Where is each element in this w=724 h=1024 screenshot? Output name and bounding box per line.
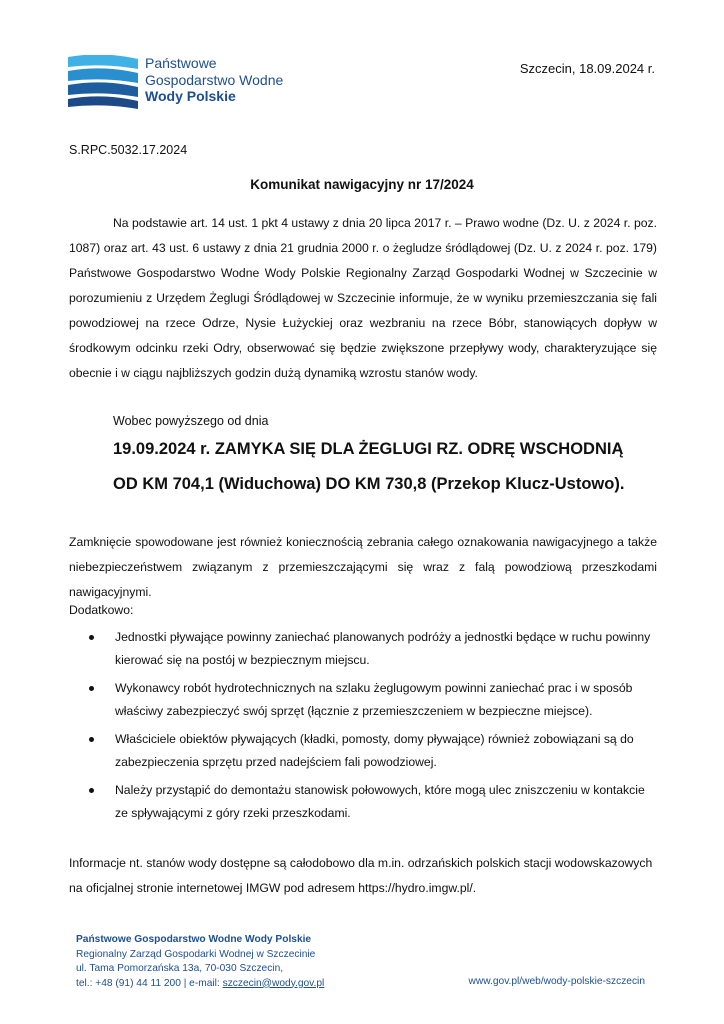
footer-website-link[interactable]: www.gov.pl/web/wody-polskie-szczecin [468,976,645,987]
footer-unit: Regionalny Zarząd Gospodarki Wodnej w Szczecinie [76,948,316,960]
logo-text [145,55,283,105]
footer-phone-line [76,977,324,992]
list-item-text: Właściciele obiektów pływających (kładki, pomosty, domy pływające) również zobowiązani są do zabezpieczenia sprzętu przed nadejściem fali powodziowej. [115,732,634,769]
list-item [69,677,657,723]
announcement-line-1: 19.09.2024 r. ZAMYKA SIĘ DLA ŻEGLUGI RZ. ODRĘ WSCHODNIĄ [113,440,624,458]
bullet-icon [89,737,94,742]
bullet-icon [89,635,94,640]
logo-line-3: Wody Polskie [145,88,236,104]
list-item [69,779,657,825]
list-item-text: Jednostki pływające powinny zaniechać planowanych podróży a jednostki będące w ruchu powinny kierować się na postój w bezpiecznym miejscu. [115,630,651,667]
logo-line-2: Gospodarstwo Wodne [145,71,284,88]
footer-email-link[interactable]: szczecin@wody.gov.pl [222,977,325,989]
announcement-line-2: OD KM 704,1 (Widuchowa) DO KM 730,8 (Przekop Klucz-Ustowo). [113,475,625,493]
document-date: Szczecin, 18.09.2024 r. [519,61,655,76]
document-title: Komunikat nawigacyjny nr 17/2024 [250,177,474,192]
list-item-text: Wykonawcy robót hydrotechnicznych na szlaku żeglugowym powinni zaniechać prac i w sposób właściwy zabezpieczyć swój sprzęt (łącznie z przemieszczeniem w bezpieczne miejsce). [115,681,633,718]
info-paragraph: Informacje nt. stanów wody dostępne są całodobowo dla m.in. odrzańskich polskich stacji wodowskazowych na oficjalnej stronie internetowej IMGW pod adresem https://hydro.imgw.pl/. [69,856,653,895]
announcement-lead: Wobec powyższego od dnia [113,414,269,428]
reference-number: S.RPC.5032.17.2024 [69,143,188,157]
bullet-icon [89,788,94,793]
list-item [69,626,657,672]
footer-contact [76,933,324,991]
intro-paragraph [69,211,657,386]
footer-phone: tel.: +48 (91) 44 11 200 | e-mail: [76,977,223,989]
additionally-label: Dodatkowo: [69,603,134,617]
wody-polskie-logo [68,55,288,115]
footer-address: ul. Tama Pomorzańska 13a, 70-030 Szczecin, [76,963,284,974]
list-item [69,728,657,774]
intro-text: Na podstawie art. 14 ust. 1 pkt 4 ustawy z dnia 20 lipca 2017 r. – Prawo wodne (Dz. U. z 2024 r. poz. 1087) oraz art. 43 ust. 6 ustawy z dnia 21 grudnia 2000 r. o żegludze śródlądowej (Dz. U. z 2024 r. poz. 179) Państwowe Gospodarstwo Wodne Wody Polskie Regionalny Zarząd Gospodarki Wodnej w Szczecinie w porozumieniu z Urzędem Żeglugi Śródlądowej w Szczecinie informuje, że w wyniku przemieszczania się fali powodziowej na rzece Odrze, Nysie Łużyckiej oraz wezbraniu na rzece Bóbr, stanowiących dopływ w środkowym odcinku rzeki Odry, obserwować się będzie zwiększone przepływy wody, charakteryzujące się obecnie i w ciągu najbliższych godzin dużą dynamiką wzrostu stanów wody. [69,216,657,380]
bullet-list [69,626,657,830]
list-item-text: Należy przystąpić do demontażu stanowisk połowowych, które mogą ulec zniszczeniu w kontakcie ze spływającymi z góry rzeki przeszkodami. [115,783,645,820]
waves-icon [68,55,138,115]
logo-line-1: Państwowe [145,55,217,71]
bullet-icon [89,686,94,691]
footer-org: Państwowe Gospodarstwo Wodne Wody Polskie [76,934,312,945]
closure-reason-paragraph: Zamknięcie spowodowane jest również koniecznością zebrania całego oznakowania nawigacyjnego a także niebezpieczeństwem związanym z przemieszczającymi się wraz z falą powodziową przeszkodami nawigacyjnymi. [69,535,657,599]
